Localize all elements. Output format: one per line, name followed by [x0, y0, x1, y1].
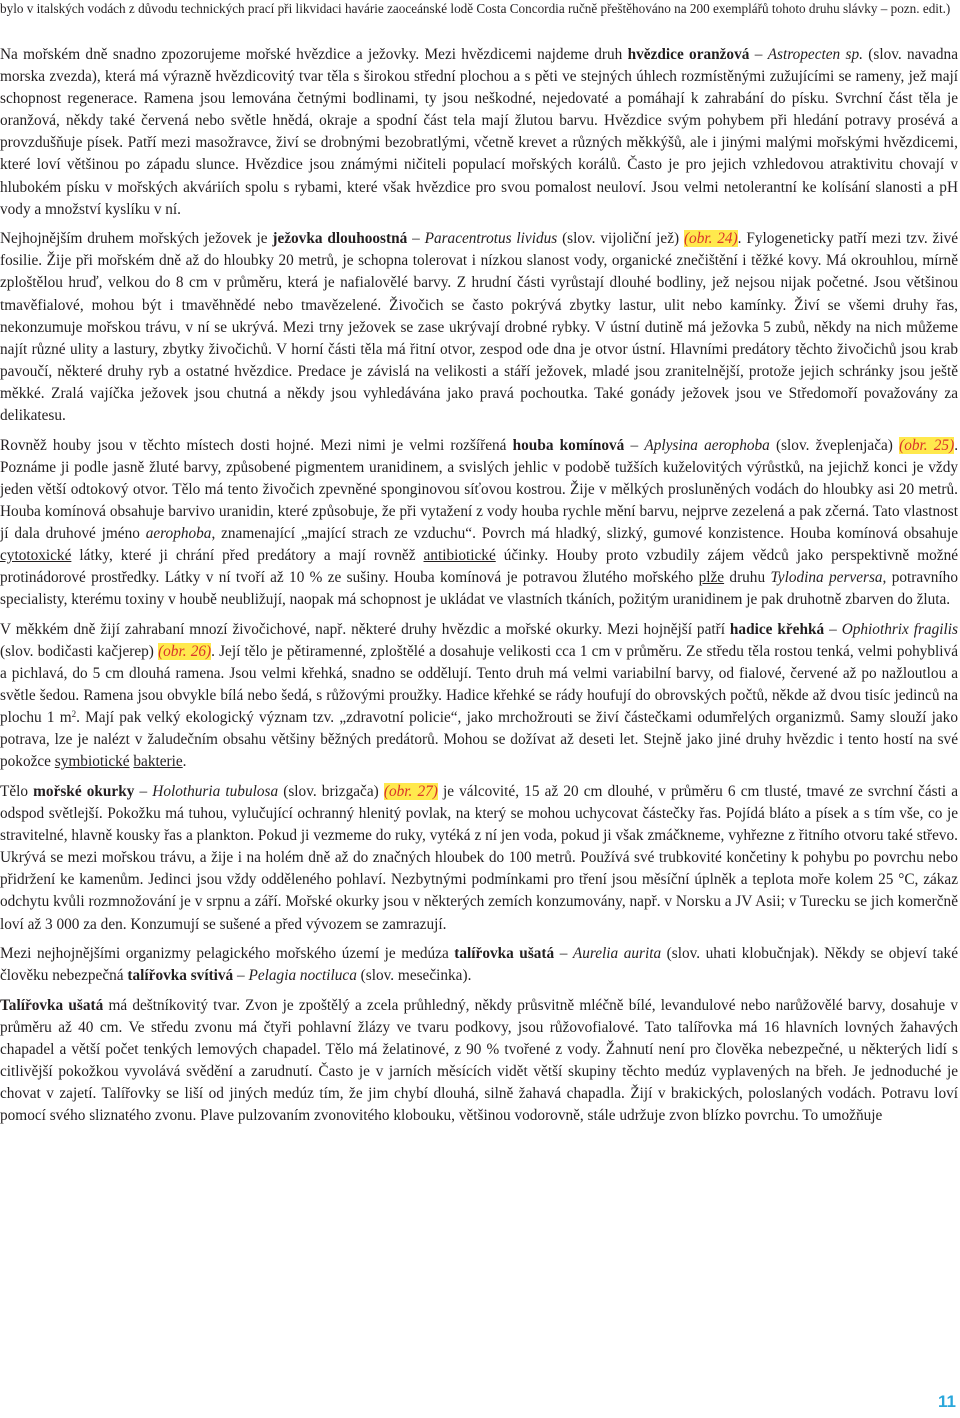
article-body	[0, 44, 958, 1135]
paragraph-sea-urchin: Nejhojnějším druhem mořských ježovek je ježovka dlouhoostná – Paracentrotus lividus (slov. vijoliční jež) (obr. 24). Fylogeneticky patří mezi tzv. živé fosilie. Žije při mořském dně až do hloubky 20 metrů, je schopna tolerovat i nízkou slanost vody, organické znečištění i těžké kovy. Má okrouhlou, mírně zploštělou hruď, velkou do 8 cm v průměru, která je nafialovělé barvy. Z hrudní části vyrůstají dlouhé bodliny, jež nejsou nijak početné. Jsou většinou tmavěfialové, mohou být i tmavěhnědé nebo tmavězelené. Živočich se často pokrývá zbytky lastur, ulit nebo kamínky. Živí se všemi druhy řas, nekonzumuje mořskou trávu, v ní se ukrývá. Mezi trny ježovek se zase ukrývají drobné rybky. V ústní dutině má ježovka 5 zubů, někdy na nich můžeme najít různé ulity a lastury, zbytky živočichů. V horní části těla má řitní otvor, zespod ode dna je otvor ústní. Hlavními predátory těchto živočichů jsou krab pavoučí, některé druhy ryb a ostatné hvězdice. Predace je závislá na velikosti a stáří ježovek, mladé jsou zranitelnější, protože jejich schránky jsou ještě měkké. Zralá vajíčka ježovek jsou chutná a někdy jsou vyhledávána jako pravá pochoutka. Také gonády ježovek jsou ve Středomoří považovány za delikatesu.	[0, 230, 959, 424]
figure-reference[interactable]: (obr. 27)	[383, 783, 438, 800]
paragraph-sponge: Rovněž houby jsou v těchto místech dosti hojné. Mezi nimi je velmi rozšířená houba komínová – Aplysina aerophoba (slov. žveplenjača) (obr. 25). Poznáme ji podle jasně žluté barvy, způsobené pigmentem uranidinem, a svislých jehlic v podobě tužších kuželovitých výrůstků, na jejichž konci je vždy jeden větší odtokový otvor. Tělo má tento živočich zpevněné sponginovou síťovou kostrou. Žije v mělkých prosluněných vodách do hloubky asi 20 metrů. Houba komínová obsahuje barvivo uranidin, které způsobuje, že při vytažení z vody houba rychle mění barvu, nejprve zezelená a pak zčerná. Tato vlastnost jí dala druhové jméno aerophoba, znamenající „mající strach ze vzduchu“. Povrch má hladký, slizký, gumové konzistence. Houba komínová obsahuje cytotoxické látky, které ji chrání před predátory a mají rovněž antibiotické účinky. Houby proto vzbudily zájem vědců jako perspektivně možné protinádorové prostředky. Látky v ní tvoří až 10 % ze sušiny. Houba komínová je potravou žlutého mořského plže druhu Tylodina perversa, potravního specialisty, kterému toxiny v houbě neubližují, naopak má schopnost je ukládat ve vlastních tkáních, požitým uranidinem je pak druhotně zbarven do žluta.	[0, 436, 959, 609]
latin-name: Astropecten sp.	[767, 46, 863, 63]
latin-name: Ophiothrix fragilis	[841, 620, 958, 638]
latin-name: Aurelia aurita	[572, 945, 662, 963]
latin-name: Paracentrotus lividus	[424, 230, 558, 248]
term-sea-urchin: ježovka dlouhoostná	[272, 230, 408, 248]
figure-reference[interactable]: (obr. 25)	[899, 436, 955, 454]
term-moon-jelly: talířovka ušatá	[454, 945, 555, 963]
latin-name: Holothuria tubulosa	[152, 783, 279, 800]
paragraph-starfish: Na mořském dně snadno zpozorujeme mořské hvězdice a ježovky. Mezi hvězdicemi najdeme druh hvězdice oranžová – Astropecten sp. (slov. navadna morska zvezda), která má výrazně hvězdicovitý tvar těla s širokou střední plochou a s pěti ve stejných úhlech rozmístěnými zužujícími se rameny, jež mají schopnost regenerace. Ramena jsou lemována četnými bodlinami, ty jsou neškodné, nejedovaté a pomáhají k zahrabání do písku. Svrchní část těla je oranžová, někdy také červená nebo světle hnědá, okraje a spodní část tela mají žlutou barvu. Hvězdice svým pohybem při hledání potravy prosévá a provzdušňuje písek. Patří mezi masožravce, živí se drobnými bezobratlými, včetně krevet a různých měkkýšů, ale i jinými malými mořskými hvězdicemi, které loví většinou po západu slunce. Hvězdice jsou známými ničiteli populací mořských korálů. Často je pro jejich vzhledovou atraktivitu chovají v hlubokém písku v mořských akváriích spolu s rybami, které však hvězdice pro svou pomalost neuloví. Jsou velmi netolerantní ke kolísání slanosti a pH vody a množství kyslíku v ní.	[0, 46, 958, 218]
term-moon-jelly: Talířovka ušatá	[0, 996, 104, 1014]
paragraph-jellyfish-intro: Mezi nejhojnějšími organizmy pelagického mořského území je medúza talířovka ušatá – Aurelia aurita (slov. uhati klobučnjak). Někdy se objeví také člověku nebezpečná talířovka svítivá – Pelagia noctiluca (slov. mesečinka).	[0, 945, 958, 985]
glossary-link[interactable]: bakterie	[133, 753, 183, 771]
glossary-link[interactable]: cytotoxické	[0, 547, 72, 565]
term-mauve-stinger: talířovka svítivá	[127, 967, 234, 985]
term-brittle-star: hadice křehká	[729, 620, 825, 638]
paragraph-moon-jelly: Talířovka ušatá má deštníkovitý tvar. Zvon je zpoštělý a zcela průhledný, někdy průsvitně mléčně bílé, levandulové nebo narůžovělé barvy, dosahuje v průměru až 40 cm. Ve středu zvonu má čtyři pohlavní žlázy ve tvaru podkovy, jsou růžovofialové. Tato talířovka má 16 hlavních lovných žahavých chapadel a větší počet tenkých lemových chapadel. Tělo má želatinové, z 90 % tvořené z vody. Žahnutí není pro člověka nebezpečné, u některých lidí s citlivější pokožkou vyvolává svědění a zarudnutí. Často je v jarních měsících vidět větší skupiny těchto medúz vyplavených na břeh. Je jednoduché je chovat v zajetí. Talířovky se liší od jiných medúz tím, že jim chybí dlouhá, silně žahavá chapadla. Žijí v brakických, poloslaných vodách. Potravu loví pomocí svého sliznatého zvonu. Plave pulzovaním zvonovitého klobouku, většinou vodorovně, stále udržuje zvon blízko povrchu. To umožňuje	[0, 996, 958, 1125]
paragraph-sea-cucumber: Tělo mořské okurky – Holothuria tubulosa (slov. brizgača) (obr. 27) je válcovité, 15 až 20 cm dlouhé, v průměru 6 cm tlusté, tmavé ze svrchní části a odspod světlejší. Pokožku má tuhou, vylučující ochranný hlenitý povlak, na který se mohou uchycovat částečky řas. Pojídá bláto a písek a s tím vše, co je stravitelné, hlavně kousky řas a plankton. Pokud ji vezmeme do ruky, vytéká z ní jen voda, pokud ji však zmáčkneme, vyhřezne z řitního otvoru také střevo. Ukrývá se mezi mořskou trávu, a žije i na holém dně až do značných hloubek do 100 metrů. Používá své trubkovité končetiny k pohybu po povrchu nebo přidržení ke kamenům. Jedinci jsou vždy odděleného pohlaví. Nezbytnými podmínkami pro tření jsou měsíční úplněk a teplota moře kolem 25 °C, zákaz odchytu kvůli rozmnožování je v srpnu a září. Mořské okurky jsou v některých zemích konzumovány, např. v Norsku a JV Asii; v Turecku se jich komerčně loví až 3 000 za den. Konzumují se sušené a před vývozem se zamrazují.	[0, 783, 958, 933]
latin-name: Aplysina aerophoba	[644, 436, 770, 454]
glossary-link[interactable]: plže	[698, 569, 725, 587]
term-starfish: hvězdice oranžová	[627, 46, 750, 63]
editor-note: bylo v italských vodách z důvodu technických prací při likvidaci havárie zaoceánské lodě Costa Concordia ručně přeštěhováno na 200 exemplářů tohoto druhu slávky – pozn. edit.)	[0, 1, 951, 16]
paragraph-brittle-star: V měkkém dně žijí zahrabaní mnozí živočichové, např. některé druhy hvězdic a mořské okurky. Mezi hojnější patří hadice křehká – Ophiothrix fragilis (slov. bodičasti kačjerep) (obr. 26). Její tělo je pětiramenné, zploštělé a dosahuje velikosti cca 1 cm v průměru. Ze středu těla rostou tenká, velmi pohyblivá a pichlavá, do 5 cm dlouhá ramena. Jsou velmi křehká, snadno se oddělují. Tento druh má velmi variabilní barvy, od fialové, červené až po nažloutlou a světle šedou. Ramena jsou obvykle bílá nebo šedá, s růžovými proužky. Hadice křehké se rády houfují do obrovských počtů, někde až dvou tisíc jedinců na plochu 1 $m^2$. Mají pak velký ekologický význam tzv. „zdravotní policie“, jako mrchožrouti se živí částečkami odumřelých organizmů. Samy slouží jako potrava, lze je nalézt v žaludečním obsahu většiny běžných predátorů. Mohou se dožívat až deseti let. Stejně jako jiné druhy hvězdic i tento hostí na své pokožce symbiotické bakterie.	[0, 620, 958, 771]
glossary-link[interactable]: antibiotické	[423, 547, 496, 565]
glossary-link[interactable]: symbiotické	[54, 753, 130, 771]
latin-name: Pelagia noctiluca	[248, 967, 357, 985]
term-sponge: houba komínová	[512, 436, 625, 454]
page-number: 11	[938, 1392, 956, 1411]
figure-reference[interactable]: (obr. 24)	[683, 230, 738, 248]
term-sea-cucumber: mořské okurky	[33, 783, 135, 800]
figure-reference[interactable]: (obr. 26)	[158, 642, 212, 660]
